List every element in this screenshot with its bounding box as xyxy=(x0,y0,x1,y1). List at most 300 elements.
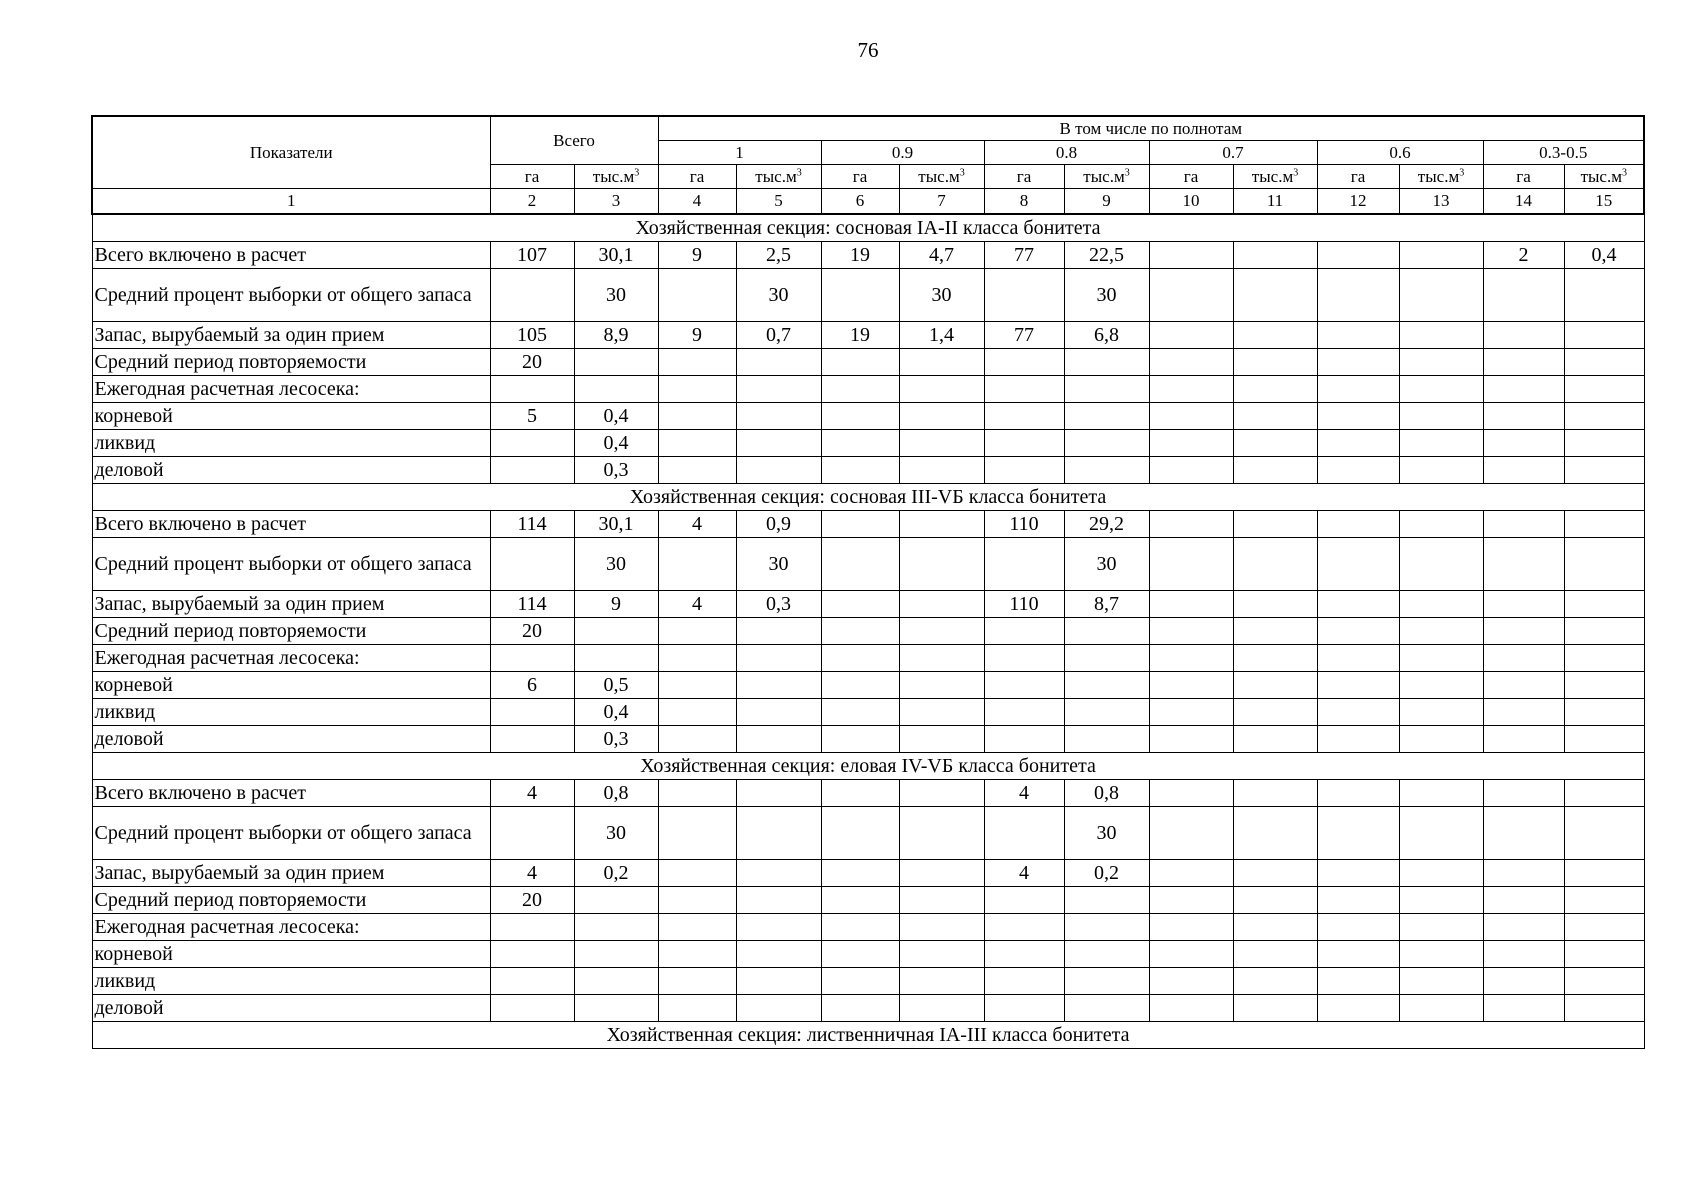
unit-volume xyxy=(574,164,658,188)
table-cell: 4,7 xyxy=(899,241,984,268)
table-cell xyxy=(1483,429,1564,456)
table-cell: 8,7 xyxy=(1064,590,1149,617)
table-cell xyxy=(1149,456,1233,483)
table-row xyxy=(92,725,1644,752)
table-cell xyxy=(1483,967,1564,994)
table-cell xyxy=(821,590,899,617)
table-cell xyxy=(1483,698,1564,725)
table-cell xyxy=(490,725,574,752)
row-label: Ежегодная расчетная лесосека: xyxy=(92,913,490,940)
row-label: Всего включено в расчет xyxy=(92,510,490,537)
table-cell: 110 xyxy=(984,590,1064,617)
table-cell xyxy=(1233,537,1317,590)
table-cell xyxy=(1064,913,1149,940)
table-cell: 77 xyxy=(984,241,1064,268)
row-label: корневой xyxy=(92,671,490,698)
table-cell xyxy=(1564,967,1644,994)
table-cell xyxy=(1149,779,1233,806)
table-cell xyxy=(984,913,1064,940)
table-cell: 0,8 xyxy=(574,779,658,806)
table-cell xyxy=(899,402,984,429)
unit-volume xyxy=(899,164,984,188)
table-cell xyxy=(1233,375,1317,402)
table-cell xyxy=(1317,429,1399,456)
table-cell xyxy=(984,994,1064,1021)
table-cell xyxy=(1483,644,1564,671)
table-cell xyxy=(1317,859,1399,886)
header-indicator: Показатели xyxy=(92,116,490,188)
table-cell xyxy=(1064,994,1149,1021)
table-cell xyxy=(574,940,658,967)
table-cell xyxy=(821,806,899,859)
table-cell xyxy=(1149,348,1233,375)
table-cell xyxy=(736,617,821,644)
table-cell xyxy=(1483,375,1564,402)
table-cell xyxy=(574,967,658,994)
table-row xyxy=(92,779,1644,806)
table-cell xyxy=(899,429,984,456)
table-row xyxy=(92,590,1644,617)
table-cell xyxy=(1564,779,1644,806)
table-cell xyxy=(658,967,736,994)
table-cell xyxy=(1149,321,1233,348)
table-cell xyxy=(984,886,1064,913)
table-cell: 0,4 xyxy=(574,698,658,725)
table-cell xyxy=(1064,698,1149,725)
column-number: 14 xyxy=(1483,188,1564,214)
table-cell xyxy=(899,913,984,940)
table-cell xyxy=(1233,779,1317,806)
table-cell: 114 xyxy=(490,510,574,537)
table-row xyxy=(92,537,1644,590)
row-label: Средний период повторяемости xyxy=(92,348,490,375)
table-cell xyxy=(899,698,984,725)
table-cell xyxy=(984,644,1064,671)
unit-volume-text: тыс.м xyxy=(1083,166,1125,186)
table-body xyxy=(92,214,1644,1049)
table-cell xyxy=(1399,725,1483,752)
table-cell xyxy=(984,806,1064,859)
unit-ha: га xyxy=(1149,164,1233,188)
table-cell: 6 xyxy=(490,671,574,698)
table-cell xyxy=(1564,994,1644,1021)
table-row xyxy=(92,967,1644,994)
table-cell xyxy=(1564,913,1644,940)
table-cell xyxy=(658,671,736,698)
table-cell xyxy=(1064,725,1149,752)
table-cell xyxy=(1399,429,1483,456)
table-cell xyxy=(1399,779,1483,806)
table-cell xyxy=(1233,241,1317,268)
table-cell xyxy=(1483,537,1564,590)
table-cell xyxy=(1233,510,1317,537)
table-cell: 105 xyxy=(490,321,574,348)
table-cell xyxy=(1233,940,1317,967)
row-label: Запас, вырубаемый за один прием xyxy=(92,321,490,348)
table-cell xyxy=(821,994,899,1021)
table-cell xyxy=(1483,348,1564,375)
table-cell: 20 xyxy=(490,348,574,375)
table-cell xyxy=(899,644,984,671)
table-cell xyxy=(821,644,899,671)
table-cell xyxy=(821,967,899,994)
table-cell xyxy=(1483,590,1564,617)
table-cell: 30 xyxy=(574,806,658,859)
table-cell xyxy=(1149,725,1233,752)
unit-volume xyxy=(1564,164,1644,188)
table-cell: 0,4 xyxy=(1564,241,1644,268)
table-cell: 110 xyxy=(984,510,1064,537)
unit-volume-exponent: 3 xyxy=(1621,166,1627,178)
table-cell xyxy=(1564,886,1644,913)
density-header-0: 1 xyxy=(658,140,821,164)
table-cell xyxy=(1399,671,1483,698)
table-cell xyxy=(736,779,821,806)
table-cell xyxy=(821,617,899,644)
unit-volume-exponent: 3 xyxy=(959,166,965,178)
table-cell: 2 xyxy=(1483,241,1564,268)
table-cell xyxy=(1149,375,1233,402)
column-number: 7 xyxy=(899,188,984,214)
table-cell xyxy=(1317,806,1399,859)
table-cell xyxy=(1483,617,1564,644)
unit-volume xyxy=(1233,164,1317,188)
table-cell xyxy=(1233,321,1317,348)
table-cell xyxy=(1564,402,1644,429)
table-cell xyxy=(1064,940,1149,967)
density-header-5: 0.3-0.5 xyxy=(1483,140,1644,164)
row-label: Средний процент выборки от общего запаса xyxy=(92,806,490,859)
table-cell xyxy=(1483,859,1564,886)
table-cell xyxy=(899,806,984,859)
table-cell: 30 xyxy=(899,268,984,321)
header-by-density: В том числе по полнотам xyxy=(658,116,1644,140)
column-number: 13 xyxy=(1399,188,1483,214)
table-cell xyxy=(1149,859,1233,886)
table-cell xyxy=(1064,671,1149,698)
table-cell xyxy=(1149,617,1233,644)
unit-ha: га xyxy=(1317,164,1399,188)
table-cell xyxy=(1483,994,1564,1021)
table-cell xyxy=(899,617,984,644)
table-cell xyxy=(821,348,899,375)
table-cell: 4 xyxy=(658,590,736,617)
column-number: 6 xyxy=(821,188,899,214)
table-cell xyxy=(1483,510,1564,537)
table-cell xyxy=(1064,644,1149,671)
table-cell xyxy=(1483,886,1564,913)
table-cell xyxy=(1149,268,1233,321)
table-cell xyxy=(1149,671,1233,698)
table-cell xyxy=(899,725,984,752)
column-number: 12 xyxy=(1317,188,1399,214)
table-cell xyxy=(1233,617,1317,644)
table-cell xyxy=(658,375,736,402)
table-cell xyxy=(899,590,984,617)
table-cell xyxy=(899,510,984,537)
table-cell xyxy=(1317,779,1399,806)
table-cell: 107 xyxy=(490,241,574,268)
table-cell xyxy=(1149,967,1233,994)
table-cell: 0,8 xyxy=(1064,779,1149,806)
table-row xyxy=(92,429,1644,456)
table-cell: 30 xyxy=(1064,268,1149,321)
table-row xyxy=(92,806,1644,859)
table-cell: 4 xyxy=(984,779,1064,806)
table-cell xyxy=(1317,510,1399,537)
table-cell: 20 xyxy=(490,886,574,913)
table-cell: 30 xyxy=(574,537,658,590)
row-label: ликвид xyxy=(92,429,490,456)
table-cell: 30,1 xyxy=(574,510,658,537)
unit-volume-text: тыс.м xyxy=(1251,166,1294,186)
table-cell xyxy=(899,456,984,483)
row-label: Запас, вырубаемый за один прием xyxy=(92,590,490,617)
table-cell xyxy=(1149,806,1233,859)
table-cell: 0,2 xyxy=(574,859,658,886)
table-cell xyxy=(1399,859,1483,886)
table-cell xyxy=(574,913,658,940)
table-cell: 0,9 xyxy=(736,510,821,537)
table-cell xyxy=(658,617,736,644)
table-cell xyxy=(736,429,821,456)
table-cell xyxy=(1399,913,1483,940)
table-row xyxy=(92,321,1644,348)
table-cell xyxy=(1564,375,1644,402)
row-label: корневой xyxy=(92,940,490,967)
row-label: корневой xyxy=(92,402,490,429)
table-row xyxy=(92,886,1644,913)
table-cell: 77 xyxy=(984,321,1064,348)
table-cell xyxy=(736,940,821,967)
table-cell xyxy=(1564,671,1644,698)
table-cell xyxy=(1483,940,1564,967)
row-label: Всего включено в расчет xyxy=(92,779,490,806)
table-cell xyxy=(574,617,658,644)
table-cell xyxy=(736,725,821,752)
table-cell xyxy=(736,886,821,913)
table-cell: 22,5 xyxy=(1064,241,1149,268)
unit-volume-text: тыс.м xyxy=(592,166,635,186)
table-cell xyxy=(1483,671,1564,698)
section-title-row xyxy=(92,214,1644,242)
row-label: Запас, вырубаемый за один прием xyxy=(92,859,490,886)
table-cell xyxy=(1317,644,1399,671)
table-cell xyxy=(1564,268,1644,321)
table-cell xyxy=(736,994,821,1021)
table-cell xyxy=(1483,779,1564,806)
table-cell xyxy=(1317,456,1399,483)
unit-volume-exponent: 3 xyxy=(1459,166,1465,178)
table-cell: 19 xyxy=(821,321,899,348)
table-row xyxy=(92,268,1644,321)
table-cell xyxy=(736,806,821,859)
table-cell xyxy=(821,268,899,321)
table-cell xyxy=(1483,725,1564,752)
table-cell xyxy=(1149,590,1233,617)
unit-volume xyxy=(1399,164,1483,188)
unit-volume-text: тыс.м xyxy=(755,166,797,186)
column-number: 9 xyxy=(1064,188,1149,214)
table-cell xyxy=(490,967,574,994)
table-cell xyxy=(1149,698,1233,725)
table-cell xyxy=(1233,994,1317,1021)
table-cell xyxy=(821,859,899,886)
table-cell xyxy=(1317,590,1399,617)
table-cell xyxy=(1564,940,1644,967)
density-header-1: 0.9 xyxy=(821,140,984,164)
table-cell xyxy=(1064,967,1149,994)
table-cell xyxy=(1317,241,1399,268)
table-cell xyxy=(736,375,821,402)
unit-volume-exponent: 3 xyxy=(634,166,640,178)
table-cell xyxy=(1064,617,1149,644)
table-cell xyxy=(1483,402,1564,429)
table-cell xyxy=(1149,537,1233,590)
table-cell xyxy=(1564,590,1644,617)
table-cell xyxy=(1317,348,1399,375)
table-cell xyxy=(1483,456,1564,483)
table-cell xyxy=(1233,967,1317,994)
table-cell xyxy=(736,348,821,375)
table-cell xyxy=(1064,429,1149,456)
row-label: ликвид xyxy=(92,698,490,725)
table-cell: 0,4 xyxy=(574,402,658,429)
table-cell xyxy=(490,940,574,967)
table-cell xyxy=(1399,241,1483,268)
table-cell xyxy=(1317,940,1399,967)
table-cell xyxy=(1564,510,1644,537)
table-cell xyxy=(1317,725,1399,752)
table-cell xyxy=(490,994,574,1021)
table-cell xyxy=(658,644,736,671)
table-cell xyxy=(821,456,899,483)
row-label: Всего включено в расчет xyxy=(92,241,490,268)
table-cell: 9 xyxy=(658,321,736,348)
table-row xyxy=(92,456,1644,483)
table-row xyxy=(92,510,1644,537)
table-cell xyxy=(1399,644,1483,671)
table-cell: 4 xyxy=(490,859,574,886)
table-cell xyxy=(984,375,1064,402)
table-cell xyxy=(1149,429,1233,456)
table-cell xyxy=(574,994,658,1021)
row-label: Средний процент выборки от общего запаса xyxy=(92,537,490,590)
table-cell: 4 xyxy=(658,510,736,537)
table-cell: 5 xyxy=(490,402,574,429)
table-cell xyxy=(899,967,984,994)
table-cell: 0,2 xyxy=(1064,859,1149,886)
unit-volume-exponent: 3 xyxy=(796,166,802,178)
table-cell xyxy=(899,671,984,698)
table-cell xyxy=(1233,913,1317,940)
table-cell xyxy=(1399,806,1483,859)
table-cell xyxy=(984,698,1064,725)
table-cell xyxy=(736,644,821,671)
table-cell xyxy=(736,456,821,483)
table-cell xyxy=(899,994,984,1021)
table-cell xyxy=(1233,671,1317,698)
table-cell xyxy=(1149,510,1233,537)
table-cell: 0,3 xyxy=(574,456,658,483)
header-total: Всего xyxy=(490,116,658,164)
column-number: 8 xyxy=(984,188,1064,214)
table-row xyxy=(92,348,1644,375)
table-cell xyxy=(574,348,658,375)
unit-volume-text: тыс.м xyxy=(1417,166,1460,186)
table-cell xyxy=(1233,590,1317,617)
table-cell: 30 xyxy=(736,268,821,321)
table-cell xyxy=(1317,994,1399,1021)
unit-volume-text: тыс.м xyxy=(1580,166,1622,186)
table-cell xyxy=(1399,321,1483,348)
table-cell xyxy=(658,402,736,429)
table-cell xyxy=(984,348,1064,375)
row-label: ликвид xyxy=(92,967,490,994)
table-cell xyxy=(1564,537,1644,590)
table-cell xyxy=(821,375,899,402)
table-cell xyxy=(1483,806,1564,859)
table-cell xyxy=(1317,402,1399,429)
table-cell: 0,5 xyxy=(574,671,658,698)
table-cell xyxy=(984,725,1064,752)
table-cell: 1,4 xyxy=(899,321,984,348)
table-cell xyxy=(1317,967,1399,994)
table-cell xyxy=(1233,698,1317,725)
table-cell xyxy=(899,537,984,590)
table-cell xyxy=(1149,940,1233,967)
table-cell xyxy=(1317,913,1399,940)
table-cell xyxy=(984,967,1064,994)
table-cell xyxy=(1399,375,1483,402)
table-cell xyxy=(658,537,736,590)
table-cell xyxy=(984,429,1064,456)
table-cell xyxy=(1317,698,1399,725)
table-cell xyxy=(1149,913,1233,940)
table-cell xyxy=(1233,886,1317,913)
unit-ha: га xyxy=(984,164,1064,188)
table-cell xyxy=(899,375,984,402)
allowable-cut-table xyxy=(91,115,1645,1049)
table-cell xyxy=(1564,617,1644,644)
table-cell xyxy=(736,967,821,994)
table-cell xyxy=(821,940,899,967)
table-cell: 114 xyxy=(490,590,574,617)
table-cell xyxy=(736,913,821,940)
column-number: 10 xyxy=(1149,188,1233,214)
table-cell xyxy=(1564,348,1644,375)
unit-ha: га xyxy=(1483,164,1564,188)
table-cell xyxy=(1064,375,1149,402)
table-cell xyxy=(1399,510,1483,537)
table-cell xyxy=(658,429,736,456)
table-cell: 29,2 xyxy=(1064,510,1149,537)
table-cell xyxy=(736,859,821,886)
table-cell xyxy=(1564,429,1644,456)
table-cell xyxy=(1317,617,1399,644)
table-cell: 0,3 xyxy=(736,590,821,617)
table-cell xyxy=(736,698,821,725)
table-cell xyxy=(1399,994,1483,1021)
table-cell xyxy=(1564,725,1644,752)
table-cell: 9 xyxy=(658,241,736,268)
table-cell: 4 xyxy=(984,859,1064,886)
column-number-row xyxy=(92,188,1644,214)
table-cell xyxy=(736,402,821,429)
unit-volume-exponent: 3 xyxy=(1293,166,1299,178)
page-number: 76 xyxy=(857,38,879,62)
table-cell xyxy=(658,456,736,483)
